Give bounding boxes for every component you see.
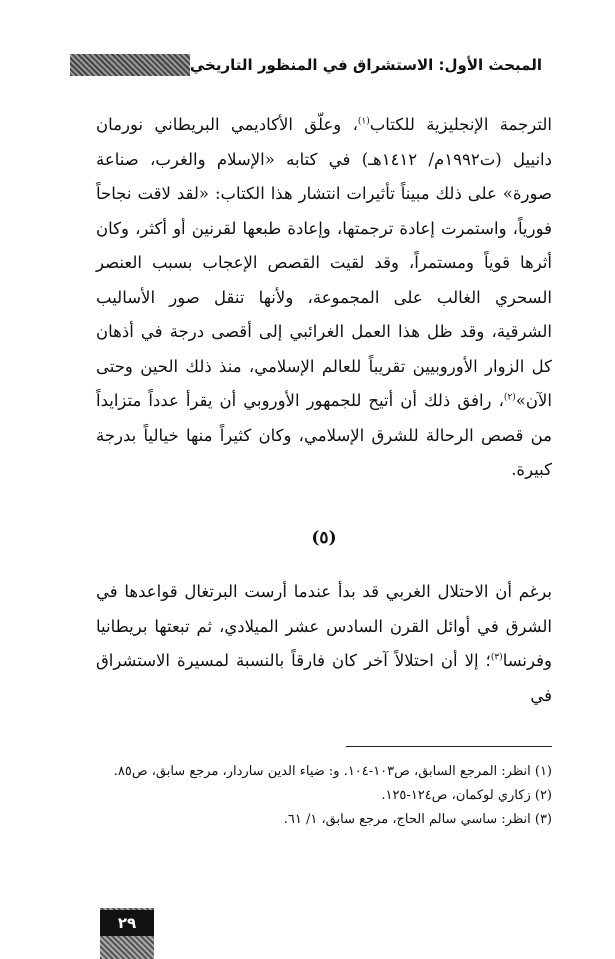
footnote-2: (٢) زكاري لوكمان، ص١٢٤-١٢٥. — [381, 788, 552, 803]
paragraph-1-part-1: الترجمة الإنجليزية للكتاب — [369, 115, 552, 134]
paragraph-2-part-2: ؛ إلا أن احتلالاً آخر كان فارقاً بالنسبة لمسيرة الاستشراق في — [96, 651, 552, 705]
footnote-ref-3: (٣) — [490, 652, 503, 663]
header-decorative-bar — [70, 54, 190, 76]
footnote-1: (١) انظر: المرجع السابق، ص١٠٣-١٠٤. و: ضياء الدين ساردار، مرجع سابق، ص٨٥. — [113, 764, 552, 779]
footnotes — [96, 760, 552, 832]
header-title: المبحث الأول: الاستشراق في المنظور التاريخي — [189, 56, 542, 74]
footnote-3: (٣) انظر: ساسي سالم الحاج، مرجع سابق، ١/ ٦١. — [283, 812, 552, 827]
paragraph-2 — [96, 575, 552, 713]
main-text-continued — [96, 575, 552, 713]
paragraph-1 — [96, 108, 552, 488]
paragraph-2-part-1: برغم أن الاحتلال الغربي قد بدأ عندما أرست البرتغال قواعدها في الشرق في أوائل القرن السادس عشر الميلادي، ثم تبعتها بريطانيا وفرنسا — [96, 582, 552, 670]
section-number: (٥) — [311, 528, 337, 548]
footnote-ref-2: (٢) — [503, 392, 516, 403]
main-text — [96, 108, 552, 488]
paragraph-1-part-2: ، وعلّق الأكاديمي البريطاني نورمان دانييل (ت١٩٩٢م/ ١٤١٢هـ) في كتابه «الإسلام والغرب، صناعة صورة» على ذلك مبيناً تأثيرات انتشار هذا الكتاب: «لقد لاقت نجاحاً فورياً، واستمرت إعادة ترجمتها، وإعادة طبعها لقرنين أو أكثر، وكان أثرها قوياً ومستمراً، وقد لقيت القصص الإعجاب بسبب العنصر السحري الغالب على المجموعة، ولأنها تنقل صور الأساليب الشرقية، وقد ظل هذا العمل الغرائبي إلى أقصى درجة في أذهان كل الزوار الأوروبيين تقريباً للعالم الإسلامي، منذ ذلك الحين وحتى الآن» — [96, 115, 552, 410]
paragraph-1-part-3: ، رافق ذلك أن أتيح للجمهور الأوروبي أن يقرأ عدداً متزايداً من قصص الرحالة للشرق الإسلامي، وكان كثيراً منها خيالياً بدرجة كبيرة. — [96, 391, 552, 479]
footnote-separator — [346, 746, 552, 747]
page-number: ٢٩ — [100, 910, 154, 936]
footnote-ref-1: (١) — [357, 116, 370, 127]
running-header — [96, 48, 552, 82]
